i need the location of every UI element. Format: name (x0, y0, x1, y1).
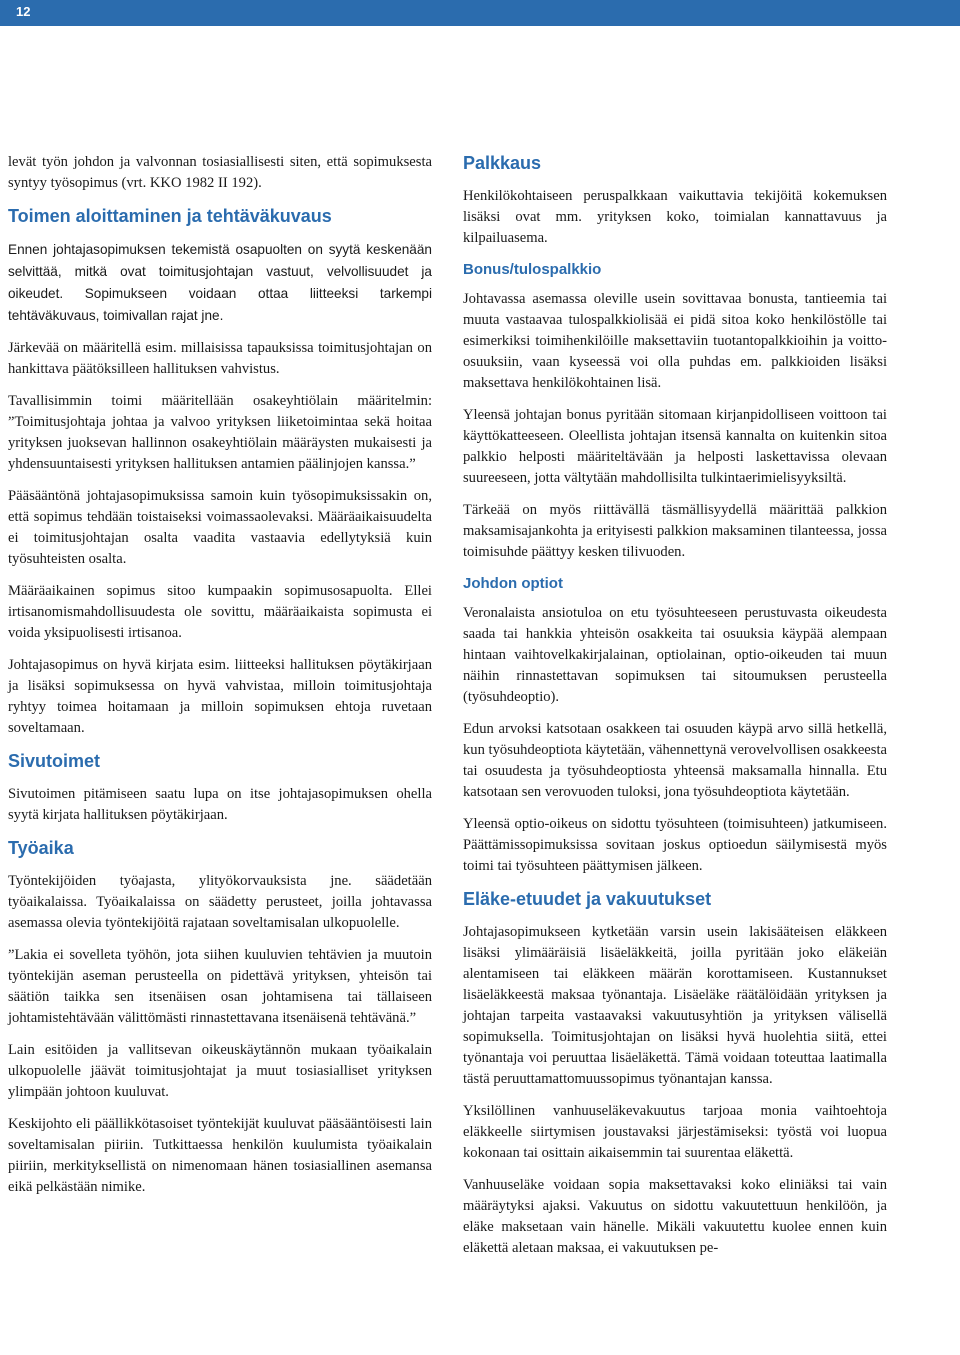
paragraph: Pääsääntönä johtajasopimuksissa samoin kuin työsopimuksissakin on, että sopimus tehdään toistaiseksi voimassaolevaksi. Määräaikaisuudelta ei toimitusjohtajan osalta vaadita vastaavia edellytyksiä kuin työsuhteisten osalta. (8, 488, 432, 567)
subheading-johdon-optiot: Johdon optiot (463, 575, 563, 592)
paragraph: Vanhuuseläke voidaan sopia maksettavaksi koko eliniäksi tai vain määräytyksi ajaksi. Vakuutus on sidottu vakuutettuun henkilöön, ja eläke maksetaan vain hänelle. Mikäli vakuutettu kuolee ennen kuin eläkettä aletaan maksaa, ei vakuutuksen pe- (463, 1177, 887, 1256)
paragraph: Yleensä optio-oikeus on sidottu työsuhteen (toimisuhteen) jatkumiseen. Päättämissopimuksissa sovitaan joskus optioedun säilymisestä myös toimi tai työsuhteen päättymisen jälkeen. (463, 816, 887, 874)
left-column (8, 152, 432, 1198)
page-number: 12 (16, 4, 31, 19)
paragraph: Sivutoimen pitämiseen saatu lupa on itse johtajasopimuksen ohella syytä kirjata hallituksen pöytäkirjaan. (8, 786, 432, 823)
paragraph: levät työn johdon ja valvonnan tosiasiallisesti siten, että sopimuksesta syntyy työsopimus (vrt. KKO 1982 II 192). (8, 154, 432, 191)
page-number-box (0, 0, 48, 26)
subheading-bonus: Bonus/tulospalkkio (463, 261, 602, 278)
paragraph: Määräaikainen sopimus sitoo kumpaakin sopimusosapuolta. Ellei irtisanomismahdollisuudesta ole sovittu, määräaikaista sopimusta ei voida yksipuolisesti irtisanoa. (8, 583, 432, 641)
right-column (463, 152, 887, 1259)
paragraph: Veronalaista ansiotuloa on etu työsuhteeseen perustuvasta oikeudesta saada tai hankkia yhteisön osakkeita tai osuuksia käypää alempaan hintaan vaihtovelkakirjalainan, optiolainan, optio-oikeuden tai muun näihin rinnastettavan sopimuksen tai sitoumuksen perusteella (työsuhdeoptio). (463, 605, 887, 705)
paragraph: Edun arvoksi katsotaan osakkeen tai osuuden käypä arvo sillä hetkellä, kun työsuhdeoptiota käytetään, vähennettynä verovelvollisen osakkeesta tai osuudesta ja työsuhdeoptiosta yhteensä maksamalla hinnalla. Etu katsotaan sen verovuoden tuloksi, jona työsuhdeoptiota käytetään. (463, 721, 887, 800)
header-band (0, 0, 960, 26)
heading-sivutoimet: Sivutoimet (8, 751, 101, 771)
heading-elake-etuudet: Eläke-etuudet ja vakuutukset (463, 889, 712, 909)
paragraph: Tärkeää on myös riittävällä täsmällisyydellä määrittää palkkion maksamisajankohta ja erityisesti palkkion maksaminen tilanteessa, jossa toimisuhde päättyy kesken tilivuoden. (463, 502, 887, 560)
paragraph: Lain esitöiden ja vallitsevan oikeuskäytännön mukaan työaikalain ulkopuolelle jäävät toimitusjohtajat ja muut tosiasialliset yrityksen ylimpään johtoon kuuluvat. (8, 1042, 432, 1100)
heading-palkkaus: Palkkaus (463, 153, 542, 173)
heading-toimen-aloittaminen: Toimen aloittaminen ja tehtäväkuvaus (8, 206, 332, 226)
paragraph: Keskijohto eli päällikkötasoiset työntekijät kuuluvat pääsääntöisesti lain soveltamisalan piiriin. Tutkittaessa henkilön kuulumista työaikalain piiriin, merkityksellistä on nimenomaan hänen tosiasiallinen asemansa eikä pelkästään nimike. (8, 1116, 432, 1195)
paragraph: Johtavassa asemassa oleville usein sovittavaa bonusta, tantieemia tai muuta vastaavaa tulospalkkiolisää ei pidä sitoa koko henkilöstölle tai esimerkiksi toimihenkilöille maksettaviin tuotantopalkkioihin ja voitto-osuuksiin, vaan kyseessä voi olla puhdas em. palkkioiden lisäksi maksettava henkilökohtainen lisä. (463, 291, 887, 391)
paragraph-text: Ennen johtajasopimuksen tekemistä osapuolten on syytä keskenään selvittää, mitkä ovat toimitusjohtajan vastuut, velvollisuudet ja oikeudet. (8, 242, 432, 301)
paragraph: Yleensä johtajan bonus pyritään sitomaan kirjanpidolliseen voittoon tai käyttökatteeseen. Oleellista johtajan itsensä kannalta on kuitenkin sitoa palkkio helposti määriteltävään ja helposti laskettavissa olevaan suureeseen, jotta vältytään mahdollisilta tulkintaerimielisyyksiltä. (463, 407, 887, 486)
heading-tyoaika: Työaika (8, 838, 74, 858)
quote-paragraph: ”Lakia ei sovelleta työhön, jota siihen kuuluvien tehtävien ja muutoin työntekijän aseman perusteella on pidettävä yrityksen, yhteisön tai säätiön taikka sen itsenäisen osan johtamisena tai tällaiseen johtamistehtävään välittömästi rinnastettavana itsenäisenä tehtävänä.” (8, 947, 432, 1026)
paragraph: Järkevää on määritellä esim. millaisissa tapauksissa toimitusjohtajan on hankittava päätöksilleen hallituksen vahvistus. (8, 340, 432, 377)
paragraph: Johtajasopimus on hyvä kirjata esim. liitteeksi hallituksen pöytäkirjaan ja lisäksi sopimuksessa on hyvä vahvistaa, milloin toimitusjohtaja ryhtyy toimea hoitamaan ja milloin sopimuksen ehtoja ruvetaan soveltamaan. (8, 657, 432, 736)
paragraph (8, 239, 432, 327)
paragraph-text: Sopimukseen voidaan ottaa liitteeksi tarkempi tehtäväkuvaus, toimivallan rajat jne. (8, 286, 432, 323)
paragraph: Henkilökohtaiseen peruspalkkaan vaikuttavia tekijöitä kokemuksen lisäksi ovat mm. yrityksen koko, toimialan kannattavuus ja kilpailuasema. (463, 188, 887, 246)
paragraph: Työntekijöiden työajasta, ylityökorvauksista jne. säädetään työaikalaissa. Työaikalaissa on säädetty perusteet, joilla johtavassa asemassa olevia työntekijöitä rajataan soveltamisalan ulkopuolelle. (8, 873, 432, 931)
paragraph: Johtajasopimukseen kytketään varsin usein lakisääteisen eläkkeen lisäksi ylimääräisiä lisäeläkkeitä, joilla pyritään joko eläkeiän alentamiseen tai eläkkeen määrän korottamiseen. Kustannukset lisäeläkkeestä maksaa työnantaja. Lisäeläke räätälöidään yrityksen ja johtajan tarpeita vastaavaksi vakuutusyhtiön ja yrityksen välisellä sopimuksella. Toimitusjohtajan on lisäksi hyvä huolehtia siitä, ettei työnantaja voi peruuttaa lisäeläkettä. Tämä voidaan toteuttaa laatimalla tästä peruuttamattomuussopimus työnantajan kanssa. (463, 924, 887, 1087)
paragraph: Tavallisimmin toimi määritellään osakeyhtiölain määritelmin: ”Toimitusjohtaja johtaa ja valvoo yrityksen liiketoimintaa sekä hoitaa yrityksen juoksevan hallinnon osakeyhtiölain määräysten mukaisesti ja yhdensuuntaisesti yrityksen hallituksen antamien päälinjojen kanssa.” (8, 393, 432, 472)
paragraph: Yksilöllinen vanhuuseläkevakuutus tarjoaa monia vaihtoehtoja eläkkeelle siirtymisen joustavaksi järjestämiseksi: työstä voi luopua kokonaan tai osittain aikaisemmin tai suurentaa eläkettä. (463, 1103, 887, 1161)
